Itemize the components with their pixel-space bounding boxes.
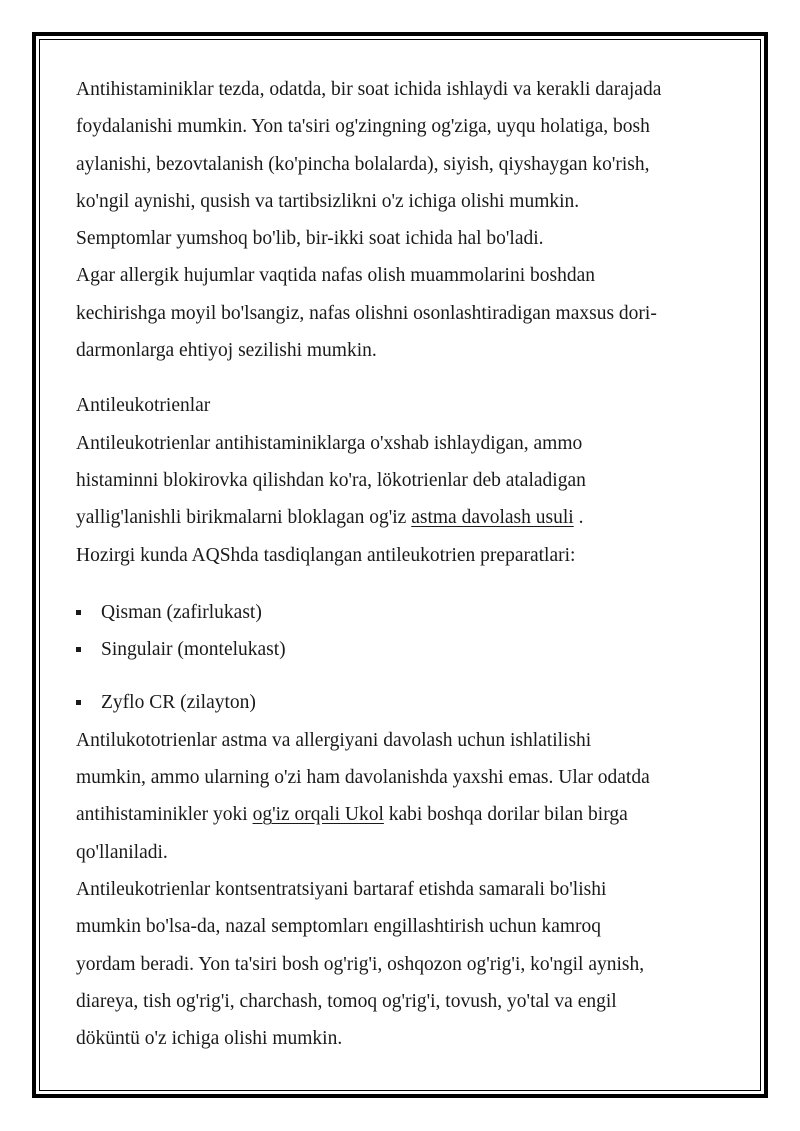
text-fragment: yallig'lanishli birikmalarni bloklagan og'iz bbox=[76, 507, 412, 529]
text-line: foydalanishi mumkin. Yon ta'siri og'zingning og'ziga, uyqu holatiga, bosh bbox=[76, 116, 650, 138]
list-item-label: Qisman (zafirlukast) bbox=[101, 601, 262, 623]
bullet-icon bbox=[76, 647, 81, 652]
list-item-label: Singulair (montelukast) bbox=[101, 639, 286, 661]
document-body bbox=[76, 71, 736, 1057]
text-line: Agar allergik hujumlar vaqtida nafas olish muammolarini boshdan bbox=[76, 265, 595, 287]
list-item-label: Zyflo CR (zilayton) bbox=[101, 692, 256, 714]
text-fragment: antihistaminikler yoki bbox=[76, 804, 253, 826]
text-line: Hozirgi kunda AQShda tasdiqlangan antileukotrien preparatlari: bbox=[76, 544, 576, 566]
paragraph-antihistamines bbox=[76, 71, 736, 369]
text-line: diareya, tish og'rig'i, charchash, tomoq og'rig'i, tovush, yo'tal va engil bbox=[76, 990, 617, 1012]
text-line: Antileukotrienlar kontsentratsiyani bartaraf etishda samarali bo'lishi bbox=[76, 878, 607, 900]
text-line: mumkin bo'lsa-da, nazal semptomları engillashtirish uchun kamroq bbox=[76, 916, 602, 938]
text-line: Semptomlar yumshoq bo'lib, bir-ikki soat ichida hal bo'ladi. bbox=[76, 228, 544, 250]
text-fragment: kabi boshqa dorilar bilan birga bbox=[383, 804, 628, 826]
list-item bbox=[76, 594, 736, 631]
bullet-icon bbox=[76, 610, 81, 615]
text-line: Antilukototrienlar astma va allergiyani davolash uchun ishlatilishi bbox=[76, 729, 592, 751]
section-heading: Antileukotrienlar bbox=[76, 395, 211, 417]
text-line: histaminni blokirovka qilishdan ko'ra, lökotrienlar deb ataladigan bbox=[76, 469, 586, 491]
text-line-with-link bbox=[76, 796, 736, 833]
paragraph-antileukotrienes bbox=[76, 425, 736, 574]
list-item bbox=[76, 684, 736, 721]
paragraph-usage bbox=[76, 722, 736, 871]
text-line: kechirishga moyil bo'lsangiz, nafas olishni osonlashtiradigan maxsus dori- bbox=[76, 302, 657, 324]
text-line: Antileukotrienlar antihistaminiklarga o'xshab ishlaydigan, ammo bbox=[76, 432, 583, 454]
text-line-with-link bbox=[76, 499, 736, 536]
asthma-treatment-link[interactable]: astma davolash usuli bbox=[411, 507, 574, 529]
text-line: mumkin, ammo ularning o'zi ham davolanishda yaxshi emas. Ular odatda bbox=[76, 767, 650, 789]
bullet-icon bbox=[76, 700, 81, 705]
text-line: darmonlarga ehtiyoj sezilishi mumkin. bbox=[76, 340, 377, 362]
list-item bbox=[76, 631, 736, 668]
text-line: aylanishi, bezovtalanish (ko'pincha bolalarda), siyish, qiyshaygan ko'rish, bbox=[76, 153, 650, 175]
text-fragment: . bbox=[573, 507, 584, 529]
text-line: döküntü o'z ichiga olishi mumkin. bbox=[76, 1028, 343, 1050]
text-line: yordam beradi. Yon ta'siri bosh og'rig'i, oshqozon og'rig'i, ko'ngil aynish, bbox=[76, 953, 645, 975]
text-line: ko'ngil aynishi, qusish va tartibsizlikni o'z ichiga olishi mumkin. bbox=[76, 190, 580, 212]
text-line: Antihistaminiklar tezda, odatda, bir soat ichida ishlaydi va kerakli darajada bbox=[76, 79, 662, 100]
oral-injection-link[interactable]: og'iz orqali Ukol bbox=[252, 804, 384, 826]
paragraph-side-effects bbox=[76, 871, 736, 1057]
text-line: qo'llaniladi. bbox=[76, 841, 168, 863]
drug-list bbox=[76, 594, 736, 722]
